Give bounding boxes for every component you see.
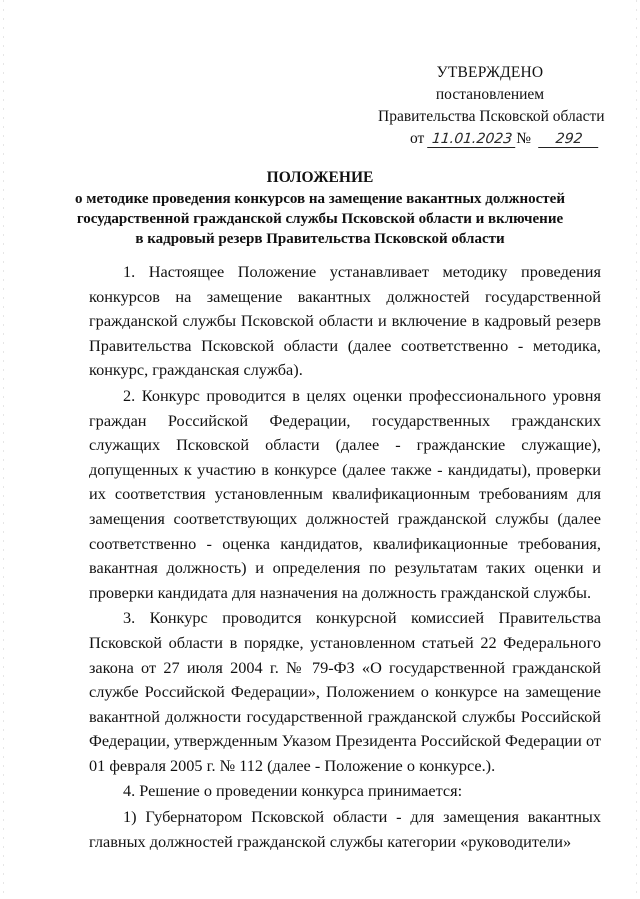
handwritten-date: 11.01.2023: [427, 132, 517, 148]
approval-org: Правительства Псковской области: [378, 108, 605, 125]
approval-stamp: УТВЕРЖДЕНО: [436, 64, 544, 81]
paragraph-3: 3. Конкурс проводится конкурсной комиссией Правительства Псковской области в порядке, установленном статьей 22 Федерального закона от 27 июля 2004 г. № 79-ФЗ «О государственной гражданской службе Российской Федерации», Положением о конкурсе на замещение вакантной должности государственной гражданской службы Российской Федерации, утвержденным Указом Президента Российской Федерации от 01 февраля 2005 г. № 112 (далее - Положение о конкурсе.).: [89, 608, 601, 775]
date-prefix: от: [410, 130, 425, 147]
paragraph-2: 2. Конкурс проводится в целях оценки профессионального уровня граждан Российской Федерации, государственных гражданских служащих Псковской области (далее - гражданские служащие), допущенных к участию в конкурсе (далее также - кандидаты), проверки их соответствия установленным квалификационным требованиям для замещения соответствующих должностей гражданской службы (далее соответственно - оценка кандидатов, квалификационные требования, вакантная должность) и определения по результатам таких оценки и проверки кандидата для назначения на должность гражданской службы.: [89, 385, 601, 602]
document-title: [60, 168, 580, 249]
scan-edge-right: [636, 0, 637, 899]
paragraph-1: 1. Настоящее Положение устанавливает методику проведения конкурсов на замещение вакантных должностей государственной гражданской службы Псковской области и включение в кадровый резерв Правительства Псковской области (далее соответственно - методика, конкурс, гражданская служба).: [89, 262, 601, 380]
approval-block: [360, 62, 620, 150]
title-line: о методике проведения конкурсов на замещение вакантных должностей: [75, 191, 565, 207]
paragraph-4: 4. Решение о проведении конкурса принимается:: [123, 781, 463, 801]
paragraph-4-1: 1) Губернатором Псковской области - для замещения вакантных главных должностей гражданской службы категории «руководители»: [89, 807, 601, 851]
title-line: государственной гражданской службы Псковской области и включение: [76, 211, 564, 227]
handwritten-number: 292: [538, 132, 600, 148]
scan-edge-left: [3, 0, 4, 899]
title-heading: ПОЛОЖЕНИЕ: [266, 169, 374, 186]
number-prefix: №: [516, 130, 531, 147]
document-body: [89, 260, 601, 855]
approval-date-line: [360, 128, 620, 150]
approval-by: постановлением: [435, 86, 545, 103]
title-line: в кадровый резерв Правительства Псковской области: [135, 231, 505, 247]
